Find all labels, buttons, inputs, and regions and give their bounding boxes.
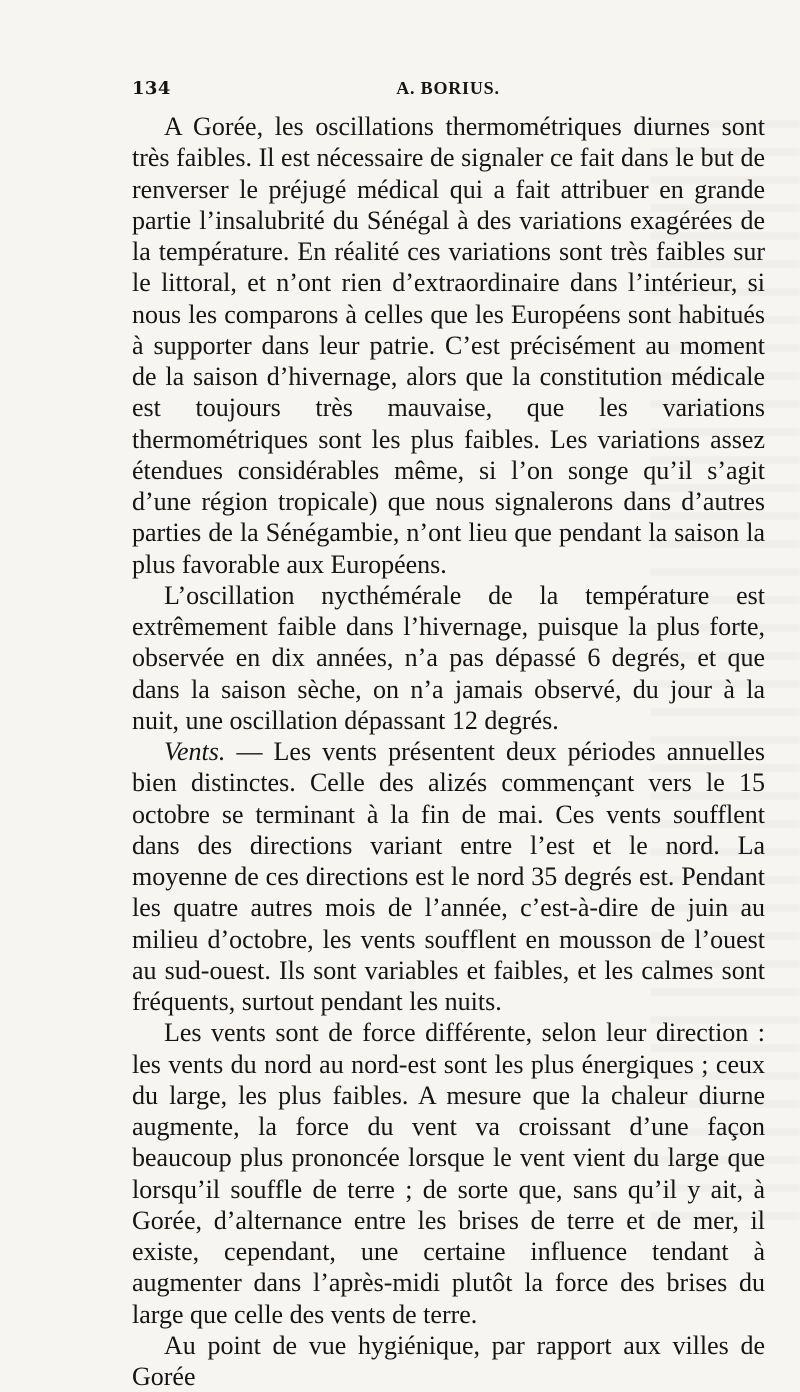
section-title-vents: Vents. (164, 737, 226, 766)
paragraph-4-text: Les vents sont de force différente, selon leur direction : les vents du nord au nord-est sont les plus énergiques ; ceux du large, les plus faibles. A mesure que la chaleur diurne augmente, la force du vent va croissant d’une façon beaucoup plus prononcée lorsque le vent vient du large que lorsqu’il souffle de terre ; de sorte que, sans qu’il y ait, à Gorée, d’alternance entre les brises de terre et de mer, il existe, cependant, une certaine influence tendant à augmenter dans l’après-midi plutôt la force des brises du large que celle des vents de terre. (132, 1018, 765, 1329)
paragraph-1 (132, 111, 765, 580)
paragraph-5-text: Au point de vue hygiénique, par rapport aux villes de Gorée (132, 1330, 765, 1391)
body-text (132, 111, 765, 1392)
page-header (132, 78, 764, 106)
paragraph-vents-text: — Les vents présentent deux périodes annuelles bien distinctes. Celle des alizés commençant vers le 15 octobre se terminant à la fin de mai. Ces vents soufflent dans des directions variant entre l’est et le nord. La moyenne de ces directions est le nord 35 degrés est. Pendant les quatre autres mois de l’année, c’est-à-dire de juin au milieu d’octobre, les vents soufflent en mousson de l’ouest au sud-ouest. Ils sont variables et faibles, et les calmes sont fréquents, surtout pendant les nuits. (132, 737, 765, 1016)
paragraph-2-text: L’oscillation nycthémérale de la température est extrêmement faible dans l’hivernage, puisque la plus forte, observée en dix années, n’a pas dépassé 6 degrés, et que dans la saison sèche, on n’a jamais observé, du jour à la nuit, une oscillation dépassant 12 degrés. (132, 580, 765, 735)
paragraph-4 (132, 1017, 765, 1330)
running-head: A. BORIUS. (396, 78, 500, 98)
paragraph-2 (132, 580, 765, 736)
paragraph-1-text: A Gorée, les oscillations thermométriques diurnes sont très faibles. Il est nécessaire de signaler ce fait dans le but de renverser le préjugé médical qui a fait attribuer en grande partie l’insalubrité du Sénégal à des variations exagérées de la température. En réalité ces variations sont très faibles sur le littoral, et n’ont rien d’extraordinaire dans l’intérieur, si nous les comparons à celles que les Européens sont habitués à supporter dans leur patrie. C’est précisément au moment de la saison d’hivernage, alors que la constitution médicale est toujours très mauvaise, que les variations thermométriques sont les plus faibles. Les variations assez étendues considérables même, si l’on songe qu’il s’agit d’une région tropicale) que nous signalerons dans d’autres parties de la Sénégambie, n’ont lieu que pendant la saison la plus favorable aux Européens. (132, 112, 765, 579)
page-number: 134 (132, 78, 171, 99)
paragraph-vents (132, 736, 765, 1017)
paragraph-5 (132, 1330, 765, 1392)
